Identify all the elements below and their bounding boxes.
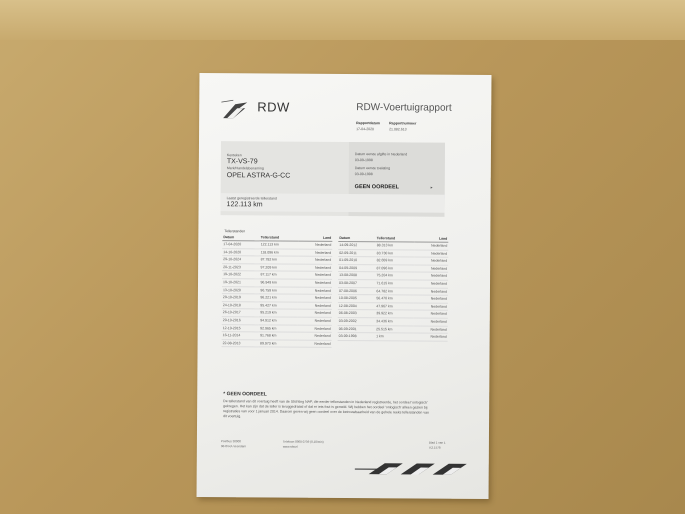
odometer-table-left (222, 235, 333, 348)
column-header-country: Land (414, 236, 448, 242)
cell-date: 12-10-2015 (222, 324, 259, 332)
logo-text: RDW (257, 99, 290, 115)
cell-odometer: 88.313 km (376, 242, 414, 250)
cell-odometer: 83.730 km (376, 249, 414, 257)
table-row (338, 333, 448, 341)
cell-date: 02-09-2011 (338, 249, 375, 257)
plate-label: Kenteken (226, 153, 242, 158)
cell-country: Nederland (414, 272, 448, 280)
cell-country: Nederland (298, 256, 332, 264)
footer-address-line2: 9640 RA Veendam (220, 444, 246, 449)
odometer-table-title: Tellerstanden (224, 229, 246, 234)
first-admission-nl-label: Datum eerste afgifte in Nederland (354, 152, 408, 157)
cell-date: 26-10-2017 (222, 309, 259, 317)
cell-date: 17-04-2020 (222, 241, 259, 249)
column-header-odometer: Tellerstand (260, 235, 298, 241)
cell-country: Nederland (414, 326, 448, 334)
rdw-vehicle-report-page (197, 73, 492, 499)
vehicle-brand: OPEL ASTRA-G-CC (226, 172, 291, 180)
cell-country: Nederland (298, 325, 332, 333)
cell-odometer: 97.209 km (260, 264, 298, 272)
cell-country: Nederland (298, 279, 332, 287)
cell-country: Nederland (414, 295, 448, 303)
rdw-logo-icon (221, 98, 249, 120)
first-admission-label: Datum eerste toelating (354, 166, 391, 171)
cell-odometer: 94.912 km (259, 317, 297, 325)
cell-date: 20-10-2016 (222, 317, 259, 325)
cell-date: 22-08-2013 (222, 339, 259, 347)
cell-country: Nederland (414, 280, 448, 288)
cell-odometer: 91.768 km (259, 332, 297, 340)
cell-country: Nederland (414, 288, 448, 296)
footer-version: V.2.1578 (428, 445, 441, 450)
cell-odometer: 39.922 km (375, 310, 413, 318)
cell-odometer: 95.219 km (259, 309, 297, 317)
cell-odometer: 87.117 km (259, 271, 297, 279)
note-title: * GEEN OORDEEL (223, 391, 267, 398)
cell-date: 04-09-2009 (338, 264, 375, 272)
report-date-label: Rapportdatum (356, 121, 381, 126)
report-number-block (389, 120, 416, 132)
report-title: RDW-Voertuigrapport (356, 102, 452, 114)
cell-date: 03-09-1998 (338, 333, 375, 341)
cell-date: 16-11-2014 (222, 332, 259, 340)
column-header-date: Datum (222, 235, 259, 241)
cell-odometer: 25.515 km (375, 325, 413, 333)
cell-odometer: 89.973 km (259, 340, 297, 348)
cell-country: Nederland (298, 241, 332, 249)
cell-country: Nederland (298, 249, 332, 257)
footer-address-line1: Postbus 30000 (220, 439, 241, 444)
cell-date: 03-08-2007 (338, 279, 375, 287)
cell-odometer: 96.221 km (259, 294, 297, 302)
cell-country: Nederland (297, 340, 331, 348)
cell-date: 12-08-2004 (338, 302, 375, 310)
cell-country: Nederland (298, 272, 332, 280)
cell-country: Nederland (414, 318, 448, 326)
footer-contact (283, 440, 324, 450)
cell-country: Nederland (414, 303, 448, 311)
cell-odometer: 64.782 km (375, 287, 413, 295)
cell-date: 13-08-2008 (338, 272, 375, 280)
column-header-date: Datum (338, 236, 375, 242)
cell-country: Nederland (414, 242, 448, 250)
cell-date: 14-10-2020 (222, 248, 259, 256)
cell-odometer: 1 km (375, 333, 413, 341)
cell-country: Nederland (298, 294, 332, 302)
cell-date: 29-10-2019 (222, 294, 259, 302)
footer-website: www.rdw.nl (282, 444, 298, 449)
license-plate: TX-VS-79 (226, 158, 258, 166)
cell-country: Nederland (414, 310, 448, 318)
cell-date: 24-10-2018 (222, 301, 259, 309)
cell-odometer: 96.759 km (259, 286, 297, 294)
cell-odometer: 95.427 km (259, 302, 297, 310)
cell-country: Nederland (298, 310, 332, 318)
cell-date: 06-09-2001 (338, 325, 375, 333)
report-date: 17-04-2020 (356, 127, 375, 132)
footer-phone: Telefoon 0900 0739 (0,10/min) (282, 439, 324, 444)
cell-date: 20-11-2023 (222, 263, 259, 271)
cell-country: Nederland (414, 265, 448, 273)
last-odometer-label: Laatst geregistreerde tellerstand (226, 196, 277, 201)
cell-country: Nederland (298, 302, 332, 310)
cell-odometer: 87.782 km (260, 256, 298, 264)
cell-odometer: 118.096 km (260, 249, 298, 257)
cell-date: 10-08-2005 (338, 295, 375, 303)
table-row (222, 248, 332, 256)
cell-date: 19-10-2021 (222, 279, 259, 287)
cell-odometer: 47.967 km (375, 302, 413, 310)
footer-page-number: Blad 1 van 1 (428, 440, 446, 445)
cell-odometer: 92.965 km (259, 324, 297, 332)
table-row (222, 339, 332, 347)
cell-odometer: 87.096 km (376, 265, 414, 273)
report-date-block (356, 120, 380, 132)
cell-odometer: 34.436 km (375, 318, 413, 326)
cell-odometer: 75.204 km (375, 272, 413, 280)
cell-date: 14-09-2012 (338, 241, 375, 249)
column-header-country: Land (298, 236, 332, 242)
verdict-marker-icon: ▸ (430, 184, 433, 190)
cell-date: 07-08-2006 (338, 287, 375, 295)
cell-odometer: 56.470 km (375, 295, 413, 303)
footer-page-info (429, 441, 446, 451)
brand-label: Merk/Handelsbenaming (226, 166, 264, 171)
odometer-table-right (338, 236, 449, 341)
cell-country: Nederland (298, 287, 332, 295)
cell-country: Nederland (297, 332, 331, 340)
cell-odometer: 96.949 km (259, 279, 297, 287)
cell-date: 06-08-2003 (338, 310, 375, 318)
cell-date: 13-10-2020 (222, 286, 259, 294)
table-row (222, 241, 332, 249)
cell-country: Nederland (414, 250, 448, 258)
wall-background (0, 0, 685, 40)
cell-date: 29-10-2024 (222, 256, 259, 264)
first-admission: 03-09-1998 (354, 172, 373, 177)
note-text: De tellerstand van dit voertuig heeft van de Stichting NAP, die eerder tellerstanden in Nederland registreerde, het oordeel 'onlogisch' gekregen. Het kan zijn dat de teller is teruggedraaid of dat er iets fout is gemeld. Wij hebben het oordeel 'onlogisch' alleen gezien bij registraties van voor 1 januari 2014. Daarom geven wij geen oordeel over de betrouwbaarheid van de gehele reeks tellerstanden van dit voertuig. (223, 399, 429, 419)
cell-date: 03-09-2002 (338, 317, 375, 325)
report-number: 21.082.613 (389, 127, 407, 132)
first-admission-nl: 03-09-1998 (354, 158, 373, 163)
cell-country: Nederland (413, 333, 447, 341)
cell-odometer: 71.615 km (375, 280, 413, 288)
cell-country: Nederland (298, 264, 332, 272)
footer-address (221, 439, 246, 449)
cell-odometer: 122.113 km (260, 241, 298, 249)
rdw-stripes-icon (355, 460, 471, 477)
cell-country: Nederland (414, 257, 448, 265)
last-odometer-value: 122.113 km (226, 201, 263, 209)
cell-country: Nederland (298, 317, 332, 325)
cell-odometer: 82.659 km (376, 257, 414, 265)
verdict-text: GEEN OORDEEL (354, 184, 400, 191)
report-number-label: Rapportnummer (389, 121, 417, 126)
cell-date: 19-10-2022 (222, 271, 259, 279)
cell-date: 01-09-2010 (338, 257, 375, 265)
column-header-odometer: Tellerstand (376, 236, 414, 242)
